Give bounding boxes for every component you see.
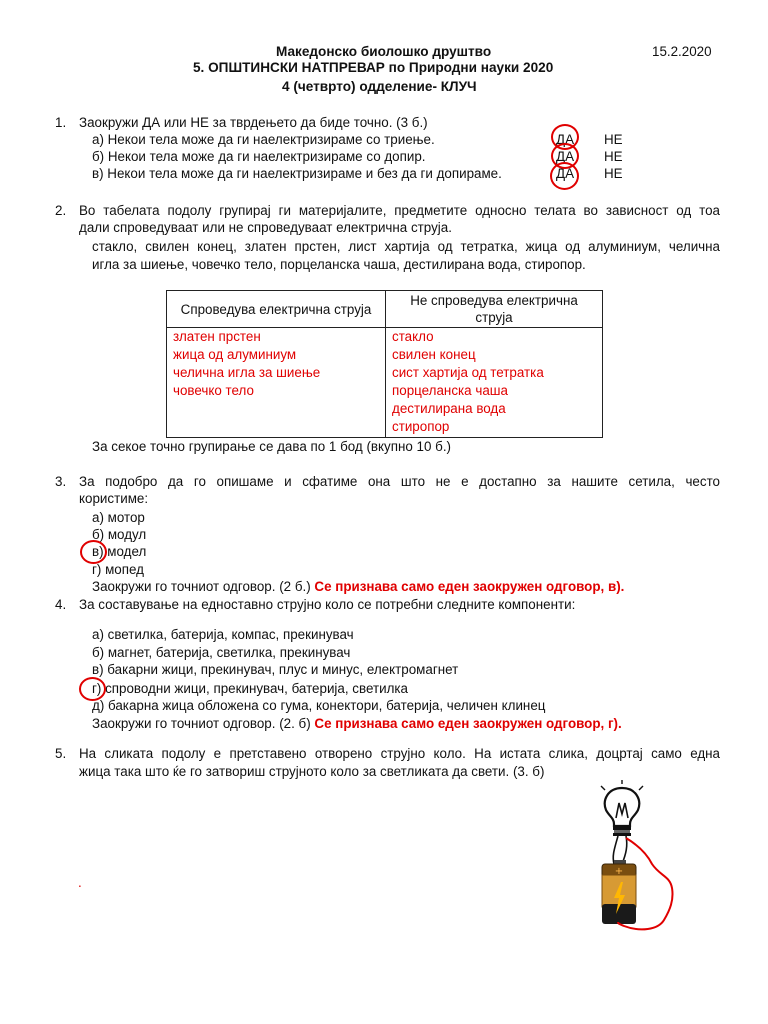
q2-line2: дали спроведуваат или не спроведуваат електрична струја.	[79, 220, 452, 235]
table-header-conductors: Спроведува електрична струја	[167, 291, 386, 328]
q3-number: 3.	[55, 474, 67, 489]
q4-option-a: а) светилка, батерија, компас, прекинувач	[92, 627, 354, 642]
q1-item-b: б) Некои тела може да ги наелектризираме со допир.	[92, 149, 426, 164]
q1-item-b-no: НЕ	[604, 149, 623, 164]
table-cell: стакло	[392, 329, 434, 344]
q1-item-b-yes: ДА	[556, 149, 575, 164]
header-org: Македонско биолошко друштво	[276, 44, 492, 59]
table-cell: сист хартија од тетратка	[392, 365, 544, 380]
wire-icon	[613, 836, 627, 864]
q5-number: 5.	[55, 746, 67, 761]
q3-option-a: а) мотор	[92, 510, 145, 525]
q1-text: Заокружи ДА или НЕ за тврдењето да биде точно. (3 б.)	[79, 115, 428, 130]
materials-table	[166, 290, 603, 438]
light-bulb-icon	[601, 780, 643, 836]
q3-line2: користиме:	[79, 491, 149, 506]
q5-line2: жица така што ќе го затвориш струјното коло за светликата да свети. (3. б)	[79, 764, 545, 779]
q1-item-a-no: НЕ	[604, 132, 623, 147]
q1-number: 1.	[55, 115, 67, 130]
q2-scoring-note: За секое точно групирање се дава по 1 бод (вкупно 10 б.)	[92, 439, 451, 454]
header-competition: 5. ОПШТИНСКИ НАТПРЕВАР по Природни науки 2020	[193, 60, 554, 75]
table-insulators-cell	[386, 328, 603, 438]
battery-icon	[602, 860, 636, 924]
q1-item-c-yes: ДА	[556, 166, 575, 181]
circuit-figure	[592, 778, 692, 938]
header-grade: 4 (четврто) одделение- КЛУЧ	[282, 79, 477, 94]
q1-item-a-yes: ДА	[556, 132, 575, 147]
q3-line1: За подобро да го опишаме и сфатиме она што не е достапно за нашите сетила, често	[79, 474, 720, 489]
table-cell: порцеланска чаша	[392, 383, 508, 398]
table-header-insulators: Не спроведува електрична струја	[386, 291, 603, 328]
q3-instruction-line	[92, 579, 624, 594]
q3-option-c: в) модел	[92, 544, 147, 559]
table-cell: човечко тело	[173, 383, 254, 398]
answer-circle-q4	[79, 677, 106, 701]
svg-text:+: +	[614, 866, 624, 877]
q2-materials-line2: игла за шиење, човечко тело, порцеланска чаша, дестилирана вода, стиропор.	[92, 257, 586, 272]
table-conductors-cell	[167, 328, 386, 438]
q5-line1: На сликата подолу е претставено отворено струјно коло. На истата слика, доцртај само една	[79, 746, 720, 761]
answer-circle-q1c	[550, 162, 579, 190]
q4-instruction: Заокружи го точниот одговор. (2. б)	[92, 716, 311, 731]
table-cell: свилен конец	[392, 347, 476, 362]
table-cell: дестилирана вода	[392, 401, 506, 416]
q1-item-c-no: НЕ	[604, 166, 623, 181]
q3-answer-note: Се признава само еден заокружен одговор, в).	[314, 579, 625, 594]
q4-option-e: д) бакарна жица обложена со гума, конектори, батерија, челичен клинец	[92, 698, 546, 713]
table-cell: челична игла за шиење	[173, 365, 321, 380]
table-cell: жица од алуминиум	[173, 347, 297, 362]
stray-mark: .	[78, 875, 82, 890]
q4-text: За составување на едноставно струјно коло се потребни следните компоненти:	[79, 597, 576, 612]
q1-item-c: в) Некои тела може да ги наелектризираме и без да ги допираме.	[92, 166, 502, 181]
q4-instruction-line	[92, 716, 622, 731]
header-date: 15.2.2020	[652, 44, 712, 59]
answer-circle-q3	[80, 540, 107, 564]
q2-number: 2.	[55, 203, 67, 218]
q4-option-b: б) магнет, батерија, светилка, прекинувач	[92, 645, 351, 660]
q4-option-d: г) спроводни жици, прекинувач, батерија, светилка	[92, 681, 408, 696]
q1-item-a: а) Некои тела може да ги наелектризираме со триење.	[92, 132, 435, 147]
q3-instruction: Заокружи го точниот одговор. (2 б.)	[92, 579, 311, 594]
q4-answer-note: Се признава само еден заокружен одговор, г).	[314, 716, 622, 731]
q2-line1: Во табелата подолу групирај ги материјалите, предметите односно телата во зависност од тоа	[79, 203, 720, 218]
q3-option-d: г) мопед	[92, 562, 144, 577]
table-cell: стиропор	[392, 419, 450, 434]
table-cell: златен прстен	[173, 329, 261, 344]
q4-option-c: в) бакарни жици, прекинувач, плус и минус, електромагнет	[92, 662, 459, 677]
q3-option-b: б) модул	[92, 527, 147, 542]
q4-number: 4.	[55, 597, 67, 612]
q2-materials-line1: стакло, свилен конец, златен прстен, лист хартија од тетратка, жица од алуминиум, челична	[92, 239, 720, 254]
